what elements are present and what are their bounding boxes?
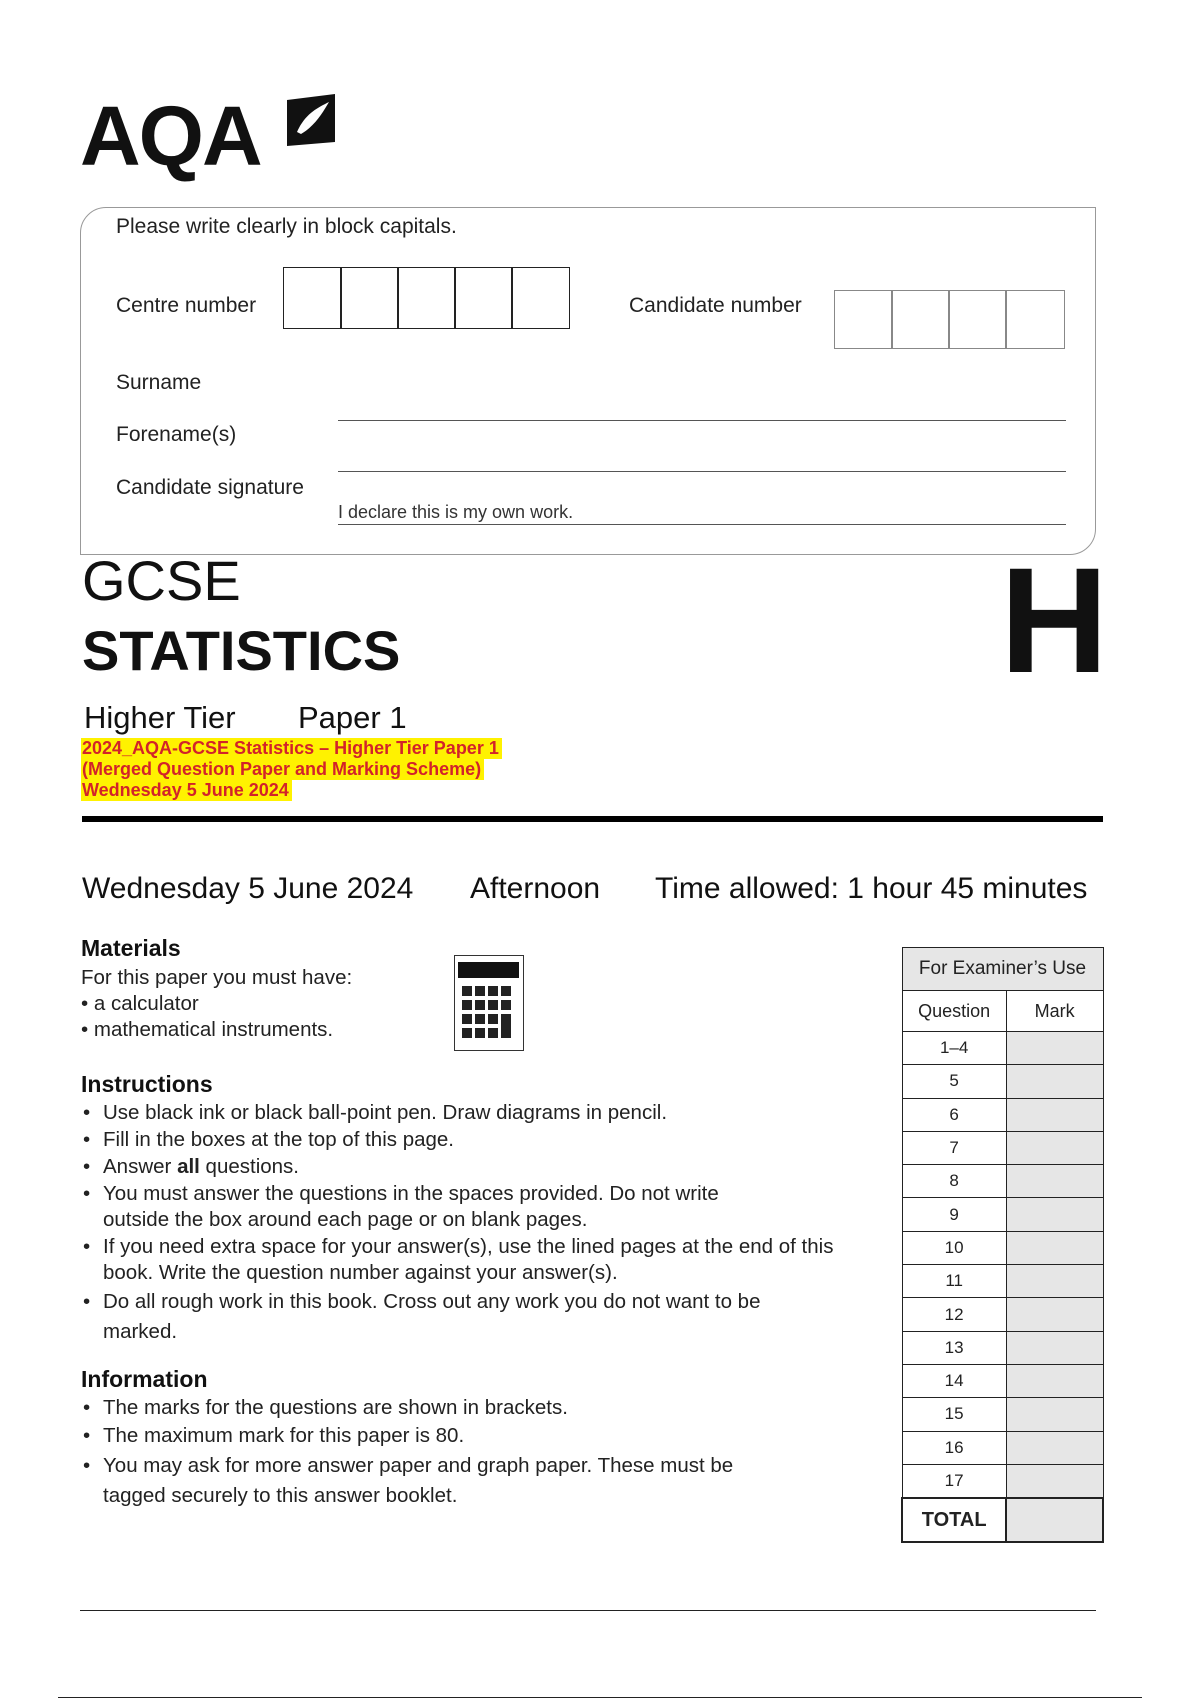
mark-cell[interactable]: [1006, 1331, 1103, 1364]
tier-letter: H: [1000, 536, 1109, 704]
centre-number-label: Centre number: [116, 294, 257, 317]
information-item: • The marks for the questions are shown in brackets.: [81, 1395, 801, 1421]
block-capitals-instruction: Please write clearly in block capitals.: [116, 215, 457, 238]
centre-number-digit[interactable]: [511, 267, 570, 329]
mark-cell[interactable]: [1006, 1098, 1103, 1131]
examiner-table-title: For Examiner’s Use: [902, 948, 1103, 991]
question-number-cell: 7: [902, 1131, 1006, 1164]
information-heading: Information: [81, 1366, 208, 1392]
examiner-use-table: [901, 947, 1104, 1543]
mark-cell[interactable]: [1006, 1231, 1103, 1264]
exam-session: Afternoon: [470, 872, 601, 905]
mark-cell[interactable]: [1006, 1265, 1103, 1298]
question-number-cell: 11: [902, 1265, 1006, 1298]
question-number-cell: 13: [902, 1331, 1006, 1364]
instruction-item: • You must answer the questions in the spaces provided. Do not write outside the box around each page or on blank pages.: [81, 1181, 783, 1233]
materials-intro: For this paper you must have:: [81, 966, 353, 989]
instruction-item: • If you need extra space for your answer(s), use the lined pages at the end of this book. Write the question number against your answer(s).: [81, 1234, 871, 1286]
mark-column-header: Mark: [1006, 991, 1103, 1032]
mark-cell[interactable]: [1006, 1131, 1103, 1164]
mark-cell[interactable]: [1006, 1298, 1103, 1331]
total-label: TOTAL: [902, 1498, 1006, 1542]
total-mark-cell[interactable]: [1006, 1498, 1103, 1542]
exam-date: Wednesday 5 June 2024: [82, 872, 414, 905]
title-divider: [82, 816, 1103, 822]
question-number-cell: 6: [902, 1098, 1006, 1131]
question-number-cell: 10: [902, 1231, 1006, 1264]
examiner-table-row: [902, 1032, 1103, 1065]
materials-section: [81, 965, 421, 1043]
examiner-table-row: [902, 1131, 1103, 1164]
question-number-cell: 8: [902, 1165, 1006, 1198]
mark-cell[interactable]: [1006, 1165, 1103, 1198]
question-number-cell: 17: [902, 1464, 1006, 1498]
information-section: [81, 1395, 801, 1513]
examiner-table-row: [902, 1398, 1103, 1431]
candidate-number-digit[interactable]: [891, 290, 950, 349]
subject-title: STATISTICS: [82, 619, 401, 682]
aqa-logo-text: AQA: [80, 89, 261, 183]
mark-cell[interactable]: [1006, 1364, 1103, 1397]
instruction-item: • Answer all questions.: [81, 1154, 871, 1180]
instruction-item: • Use black ink or black ball-point pen. Draw diagrams in pencil.: [81, 1100, 871, 1126]
page-bottom-divider: [58, 1697, 1142, 1698]
examiner-table-row: [902, 1198, 1103, 1231]
highlight-note-line: 2024_AQA-GCSE Statistics – Higher Tier Paper 1: [81, 738, 502, 759]
question-number-cell: 14: [902, 1364, 1006, 1397]
examiner-table-row: [902, 1298, 1103, 1331]
centre-number-digit[interactable]: [340, 267, 399, 329]
aqa-logo: [80, 86, 261, 186]
forename-label: Forename(s): [116, 423, 237, 446]
aqa-logo-mark-icon: [283, 92, 341, 148]
signature-line[interactable]: [338, 524, 1066, 525]
instructions-section: [81, 1100, 871, 1348]
mark-cell[interactable]: [1006, 1065, 1103, 1098]
calculator-icon: [454, 955, 524, 1051]
mark-cell[interactable]: [1006, 1464, 1103, 1498]
question-number-cell: 1–4: [902, 1032, 1006, 1065]
centre-number-digit[interactable]: [454, 267, 513, 329]
centre-number-digit[interactable]: [397, 267, 456, 329]
examiner-table-row: [902, 1165, 1103, 1198]
footer-divider: [80, 1610, 1096, 1611]
examiner-table-row: [902, 1331, 1103, 1364]
forename-line[interactable]: [338, 471, 1066, 472]
mark-cell[interactable]: [1006, 1032, 1103, 1065]
materials-item: • a calculator: [81, 992, 199, 1015]
centre-number-digit[interactable]: [283, 267, 342, 329]
signature-label: Candidate signature: [116, 476, 304, 499]
question-number-cell: 12: [902, 1298, 1006, 1331]
paper-label: Paper 1: [298, 700, 407, 735]
candidate-number-digit[interactable]: [948, 290, 1007, 349]
question-column-header: Question: [902, 991, 1006, 1032]
question-number-cell: 9: [902, 1198, 1006, 1231]
materials-heading: Materials: [81, 935, 181, 961]
examiner-table-row: [902, 1464, 1103, 1498]
instruction-item: • Do all rough work in this book. Cross out any work you do not want to be marked.: [81, 1287, 783, 1347]
instructions-heading: Instructions: [81, 1071, 213, 1097]
tier-label: Higher Tier: [84, 700, 236, 735]
highlight-note-line: Wednesday 5 June 2024: [81, 780, 292, 801]
candidate-details-box: [80, 207, 1096, 555]
question-number-cell: 5: [902, 1065, 1006, 1098]
mark-cell[interactable]: [1006, 1198, 1103, 1231]
examiner-table-row: [902, 1065, 1103, 1098]
highlight-note-line: (Merged Question Paper and Marking Scheme): [81, 759, 484, 780]
examiner-table-row: [902, 1231, 1103, 1264]
mark-cell[interactable]: [1006, 1398, 1103, 1431]
time-allowed: Time allowed: 1 hour 45 minutes: [655, 872, 1088, 905]
information-item: • The maximum mark for this paper is 80.: [81, 1423, 801, 1449]
examiner-table-row: [902, 1098, 1103, 1131]
surname-label: Surname: [116, 371, 202, 394]
examiner-table-row: [902, 1265, 1103, 1298]
examiner-table-row: [902, 1364, 1103, 1397]
surname-line[interactable]: [338, 420, 1066, 421]
declaration-text: I declare this is my own work.: [338, 502, 574, 522]
examiner-table-row: [902, 1431, 1103, 1464]
instruction-item: • Fill in the boxes at the top of this page.: [81, 1127, 871, 1153]
information-item: • You may ask for more answer paper and graph paper. These must be tagged securely to this answer booklet.: [81, 1451, 801, 1511]
candidate-number-label: Candidate number: [629, 294, 802, 317]
question-number-cell: 15: [902, 1398, 1006, 1431]
materials-item: • mathematical instruments.: [81, 1018, 334, 1041]
mark-cell[interactable]: [1006, 1431, 1103, 1464]
qualification-title: GCSE: [82, 549, 241, 612]
candidate-number-digit[interactable]: [1005, 290, 1065, 349]
candidate-number-digit[interactable]: [834, 290, 893, 349]
question-number-cell: 16: [902, 1431, 1006, 1464]
